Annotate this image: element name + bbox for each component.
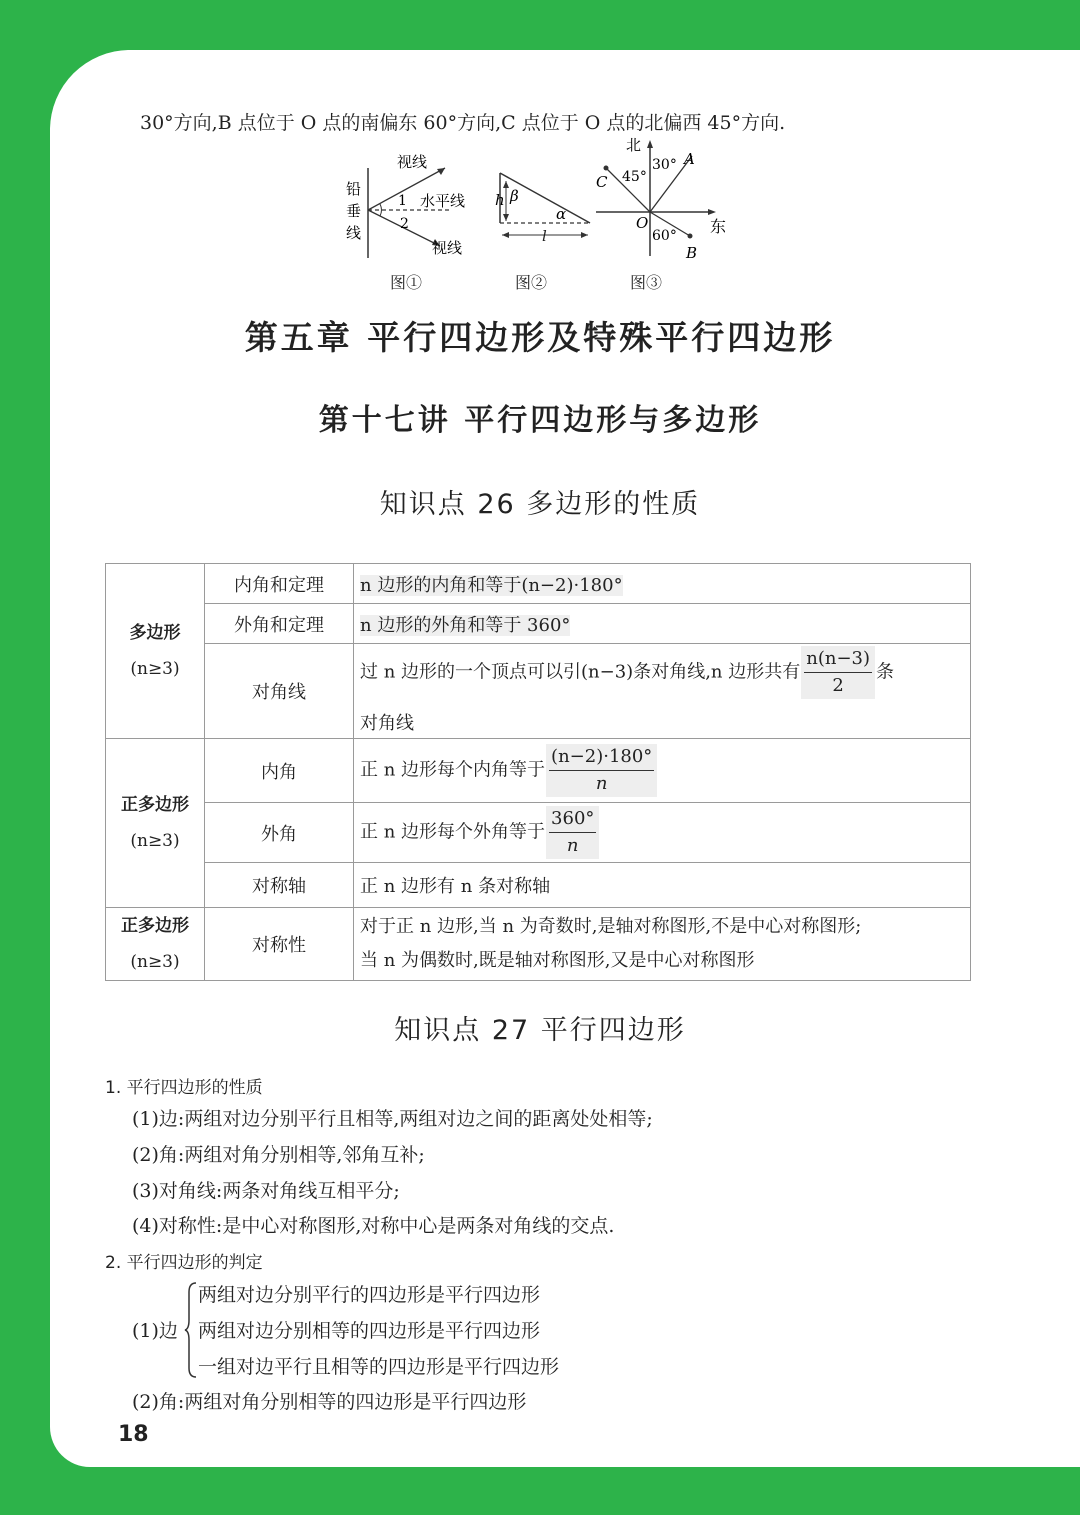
content-symmetry xyxy=(354,908,971,981)
content-axis: 正 n 边形有 n 条对称轴 xyxy=(354,863,971,908)
interior-fraction xyxy=(546,744,657,797)
prop-symmetry: 对称性 xyxy=(205,908,354,981)
lecture-title: 第十七讲 平行四边形与多边形 xyxy=(318,403,762,438)
fig1-sight-bottom: 视线 xyxy=(432,239,463,257)
diagonals-frac-den: 2 xyxy=(832,674,844,696)
diagonals-fraction xyxy=(801,646,875,699)
fig2-h: h xyxy=(495,191,505,209)
section-2-title: 2. 平行四边形的判定 xyxy=(105,1253,263,1273)
chapter-title: 第五章 平行四边形及特殊平行四边形 xyxy=(244,318,836,357)
prop-diagonals: 对角线 xyxy=(205,644,354,739)
content-exterior-sum xyxy=(354,604,971,644)
fig3-A: A xyxy=(684,150,695,168)
cat-regular2-label: 正多边形 xyxy=(121,916,189,936)
section-1-item-1: (1)边:两组对边分别平行且相等,两组对边之间的距离处处相等; xyxy=(132,1108,653,1130)
fig1-sight-top: 视线 xyxy=(397,153,428,171)
fig1-angle-1: 1 xyxy=(398,193,407,209)
fig1-plumb-3: 线 xyxy=(346,224,362,242)
symmetry-text-a: 对于正 n 边形,当 n 为奇数时,是轴对称图形,不是中心对称图形; xyxy=(360,916,862,937)
interior-text: 正 n 边形每个内角等于 xyxy=(360,759,546,781)
exterior-frac-num: 360° xyxy=(549,806,596,833)
exterior-fraction xyxy=(546,806,599,859)
diagonals-frac-num: n(n−3) xyxy=(804,646,872,673)
intro-text: 30°方向,B 点位于 O 点的南偏东 60°方向,C 点位于 O 点的北偏西 45°方向. xyxy=(140,112,786,134)
polygon-properties-table xyxy=(105,563,971,981)
figure-3-caption: 图③ xyxy=(630,273,663,292)
diagonals-text-c: 对角线 xyxy=(360,712,414,734)
exterior-text: 正 n 边形每个外角等于 xyxy=(360,821,546,843)
prop-exterior-sum: 外角和定理 xyxy=(205,604,354,644)
fig3-a30: 30° xyxy=(652,157,677,173)
fig3-O: O xyxy=(636,214,649,232)
figure-2-triangle xyxy=(492,165,597,245)
content-interior xyxy=(354,739,971,803)
fig1-angle-2: 2 xyxy=(400,216,409,232)
fig1-plumb-2: 垂 xyxy=(346,202,362,220)
fig3-a45: 45° xyxy=(622,169,647,185)
figure-1-sight-lines xyxy=(340,148,490,263)
fig1-horizontal: 水平线 xyxy=(420,192,466,210)
section-1-title: 1. 平行四边形的性质 xyxy=(105,1078,263,1098)
fig3-a60: 60° xyxy=(652,228,677,244)
diagonals-text-a: 过 n 边形的一个顶点可以引(n−3)条对角线,n 边形共有 xyxy=(360,661,801,682)
cat-regular2-cond: (n≥3) xyxy=(130,952,180,972)
fig3-north: 北 xyxy=(626,136,642,154)
figure-3-compass xyxy=(592,134,737,264)
section-2-edge-item-3: 一组对边平行且相等的四边形是平行四边形 xyxy=(198,1356,560,1378)
content-exterior xyxy=(354,803,971,863)
section-1-item-2: (2)角:两组对角分别相等,邻角互补; xyxy=(132,1144,425,1166)
fig2-l: l xyxy=(542,227,547,245)
page-number: 18 xyxy=(118,1422,149,1447)
section-2-angle-item: (2)角:两组对角分别相等的四边形是平行四边形 xyxy=(132,1391,527,1413)
section-1-item-4: (4)对称性:是中心对称图形,对称中心是两条对角线的交点. xyxy=(132,1215,615,1237)
brace-icon xyxy=(184,1280,198,1380)
interior-frac-num: (n−2)·180° xyxy=(549,744,654,771)
section-1-item-3: (3)对角线:两条对角线互相平分; xyxy=(132,1180,400,1202)
cat-regular-label: 正多边形 xyxy=(121,795,189,815)
prop-interior: 内角 xyxy=(205,739,354,803)
exterior-sum-text: n 边形的外角和等于 360° xyxy=(360,614,571,636)
prop-exterior: 外角 xyxy=(205,803,354,863)
cat-polygon-label: 多边形 xyxy=(129,623,181,643)
fig3-east: 东 xyxy=(710,217,727,236)
fig1-plumb-1: 铅 xyxy=(346,180,362,198)
fig2-alpha: α xyxy=(556,205,567,223)
interior-sum-text: n 边形的内角和等于(n−2)·180° xyxy=(360,574,623,596)
interior-frac-den: n xyxy=(595,773,608,794)
figure-1-caption: 图① xyxy=(390,273,423,292)
cat-regular-cond: (n≥3) xyxy=(130,831,180,851)
prop-axis: 对称轴 xyxy=(205,863,354,908)
figure-2-caption: 图② xyxy=(515,273,548,292)
section-2-edge-item-2: 两组对边分别相等的四边形是平行四边形 xyxy=(198,1320,541,1342)
fig3-C: C xyxy=(596,173,608,191)
section-2-edge-label: (1)边 xyxy=(132,1320,178,1342)
fig2-beta: β xyxy=(510,187,519,205)
symmetry-text-b: 当 n 为偶数时,既是轴对称图形,又是中心对称图形 xyxy=(360,950,755,971)
cat-regular-polygon xyxy=(106,739,205,908)
diagonals-text-b: 条 xyxy=(876,661,895,682)
content-interior-sum xyxy=(354,564,971,604)
cat-regular-polygon-symmetry xyxy=(106,908,205,981)
fig3-B: B xyxy=(686,244,698,262)
section-2-edge-item-1: 两组对边分别平行的四边形是平行四边形 xyxy=(198,1284,541,1306)
cat-polygon-cond: (n≥3) xyxy=(130,659,180,679)
knowledge-point-27-title: 知识点 27 平行四边形 xyxy=(394,1015,686,1046)
cat-polygon xyxy=(106,564,205,739)
content-diagonals xyxy=(354,644,971,739)
prop-interior-sum: 内角和定理 xyxy=(205,564,354,604)
exterior-frac-den: n xyxy=(566,835,579,856)
knowledge-point-26-title: 知识点 26 多边形的性质 xyxy=(379,489,701,520)
